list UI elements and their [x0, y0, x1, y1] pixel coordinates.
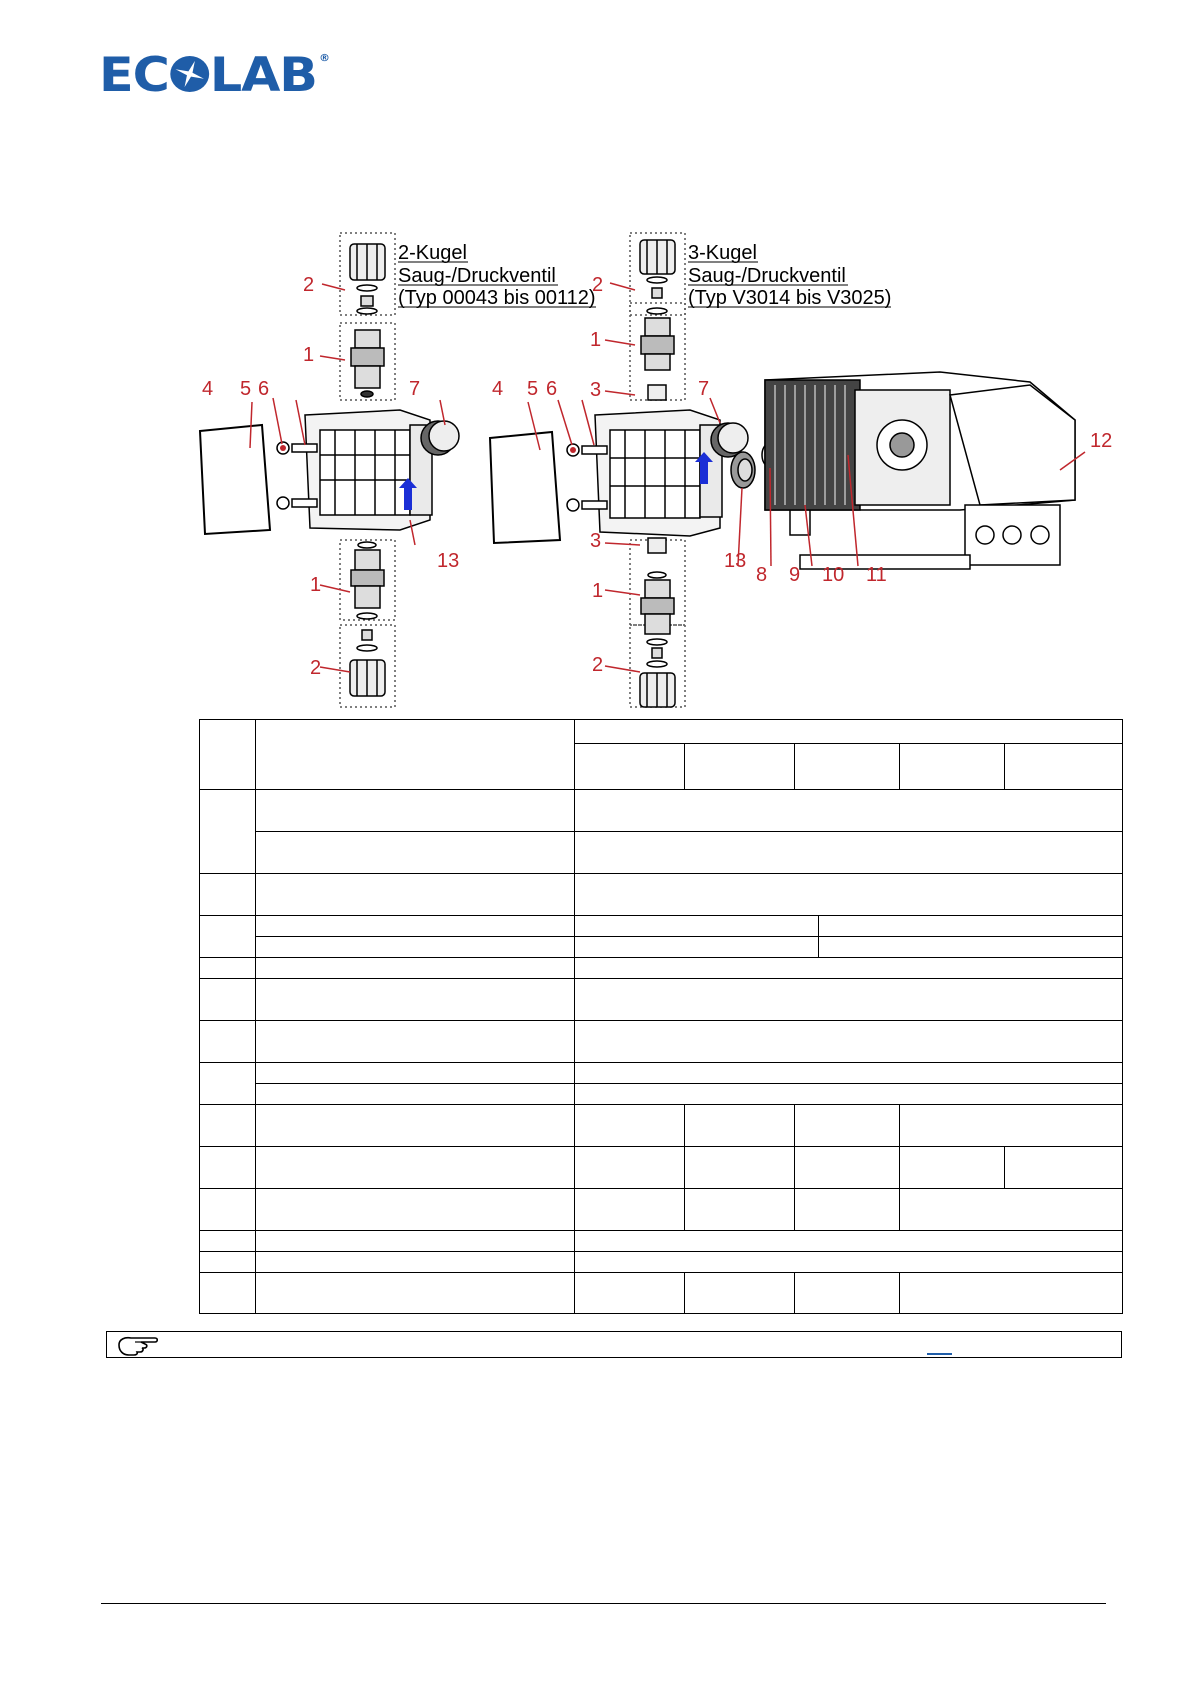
callout-11: 11: [866, 564, 887, 586]
table-cell: [256, 1273, 575, 1314]
right-title-line3: (Typ V3014 bis V3025): [688, 287, 892, 309]
table-cell: [256, 1105, 575, 1147]
table-cell: [575, 1189, 685, 1231]
table-cell: [256, 1063, 575, 1084]
callout-13-right: 13: [724, 550, 747, 572]
table-cell: [575, 832, 1123, 874]
table-cell: [900, 1273, 1123, 1314]
table-cell: [900, 1189, 1123, 1231]
table-cell: [575, 1231, 1123, 1252]
callout-5-right: 5: [527, 378, 539, 400]
table-cell: [575, 1063, 1123, 1084]
callout-3-right-lower: 3: [590, 530, 602, 552]
left-title-line1: 2-Kugel: [398, 242, 467, 264]
table-row: [200, 1147, 1123, 1189]
table-cell: [256, 1252, 575, 1273]
table-cell: [685, 1189, 795, 1231]
table-cell: [1005, 744, 1123, 790]
table-cell: [795, 1147, 900, 1189]
table-cell: [900, 1105, 1123, 1147]
table-cell: [200, 916, 256, 958]
table-cell: [200, 874, 256, 916]
ecolab-logo: EC LAB ®: [99, 48, 329, 103]
table-cell: [200, 1147, 256, 1189]
right-title-line2: Saug-/Druckventil: [688, 265, 846, 287]
table-row: [200, 1273, 1123, 1314]
table-cell: [795, 1273, 900, 1314]
table-cell: [900, 744, 1005, 790]
table-cell: [256, 832, 575, 874]
table-row: [200, 1105, 1123, 1147]
table-cell: [200, 1231, 256, 1252]
table-cell: [575, 874, 1123, 916]
note-box: [106, 1331, 1122, 1358]
table-cell: [685, 744, 795, 790]
table-row: [200, 916, 1123, 937]
table-cell: [575, 744, 685, 790]
table-cell: [256, 937, 575, 958]
table-cell: [575, 937, 819, 958]
table-cell: [256, 916, 575, 937]
callout-1-right: 1: [590, 329, 602, 351]
table-row: [200, 958, 1123, 979]
callout-2-lower: 2: [310, 657, 322, 679]
table-cell: [685, 1273, 795, 1314]
callout-3-right: 3: [590, 379, 602, 401]
parts-table: [199, 719, 1123, 1314]
callout-5: 5: [240, 378, 252, 400]
table-cell: [200, 720, 256, 790]
table-cell: [575, 916, 819, 937]
table-cell: [575, 1252, 1123, 1273]
callout-2: 2: [303, 274, 315, 296]
table-cell: [200, 979, 256, 1021]
table-cell: [256, 720, 575, 790]
table-cell: [200, 958, 256, 979]
table-cell: [575, 979, 1123, 1021]
table-cell: [575, 958, 1123, 979]
callout-1: 1: [303, 344, 315, 366]
callout-2-right-lower: 2: [592, 654, 604, 676]
table-cell: [819, 916, 1123, 937]
table-cell: [256, 958, 575, 979]
pointing-hand-icon: [115, 1333, 175, 1357]
left-title-line2: Saug-/Druckventil: [398, 265, 556, 287]
callout-6: 6: [258, 378, 270, 400]
table-cell: [575, 790, 1123, 832]
table-cell: [575, 1021, 1123, 1063]
table-cell: [256, 790, 575, 832]
callout-1-right-lower: 1: [592, 580, 604, 602]
table-cell: [795, 1105, 900, 1147]
table-cell: [256, 979, 575, 1021]
table-row: [200, 1084, 1123, 1105]
callout-6-right: 6: [546, 378, 558, 400]
table-cell: [685, 1147, 795, 1189]
table-cell: [575, 720, 1123, 744]
table-row: [200, 979, 1123, 1021]
table-row: [200, 790, 1123, 832]
table-row: [200, 1189, 1123, 1231]
table-cell: [795, 744, 900, 790]
table-header-row-1: [200, 720, 1123, 744]
table-cell: [256, 1147, 575, 1189]
table-cell: [795, 1189, 900, 1231]
callout-4-right: 4: [492, 378, 504, 400]
footer-rule: [101, 1603, 1106, 1604]
callout-4: 4: [202, 378, 214, 400]
table-row: [200, 1252, 1123, 1273]
table-row: [200, 1231, 1123, 1252]
table-cell: [256, 1021, 575, 1063]
table-cell: [200, 1063, 256, 1105]
table-cell: [256, 1084, 575, 1105]
table-cell: [200, 1189, 256, 1231]
table-cell: [575, 1105, 685, 1147]
table-row: [200, 1063, 1123, 1084]
table-cell: [819, 937, 1123, 958]
callout-13: 13: [437, 550, 460, 572]
table-cell: [685, 1105, 795, 1147]
table-cell: [256, 1189, 575, 1231]
table-cell: [200, 1105, 256, 1147]
table-cell: [575, 1273, 685, 1314]
table-cell: [200, 790, 256, 874]
table-cell: [256, 1231, 575, 1252]
callout-2-right: 2: [592, 274, 604, 296]
table-cell: [256, 874, 575, 916]
table-row: [200, 1021, 1123, 1063]
callout-7: 7: [409, 378, 421, 400]
table-cell: [200, 1021, 256, 1063]
table-row: [200, 832, 1123, 874]
callout-9: 9: [789, 564, 801, 586]
callout-8: 8: [756, 564, 768, 586]
table-cell: [900, 1147, 1005, 1189]
callout-12: 12: [1090, 430, 1113, 452]
right-title-line1: 3-Kugel: [688, 242, 757, 264]
table-cell: [1005, 1147, 1123, 1189]
table-cell: [200, 1273, 256, 1314]
table-row: [200, 937, 1123, 958]
callout-7-right: 7: [698, 378, 710, 400]
note-link[interactable]: [927, 1353, 952, 1355]
table-cell: [575, 1084, 1123, 1105]
table-cell: [575, 1147, 685, 1189]
callout-10: 10: [822, 564, 845, 586]
table-cell: [200, 1252, 256, 1273]
callout-1-lower: 1: [310, 574, 322, 596]
left-title-line3: (Typ 00043 bis 00112): [398, 287, 596, 309]
table-row: [200, 874, 1123, 916]
